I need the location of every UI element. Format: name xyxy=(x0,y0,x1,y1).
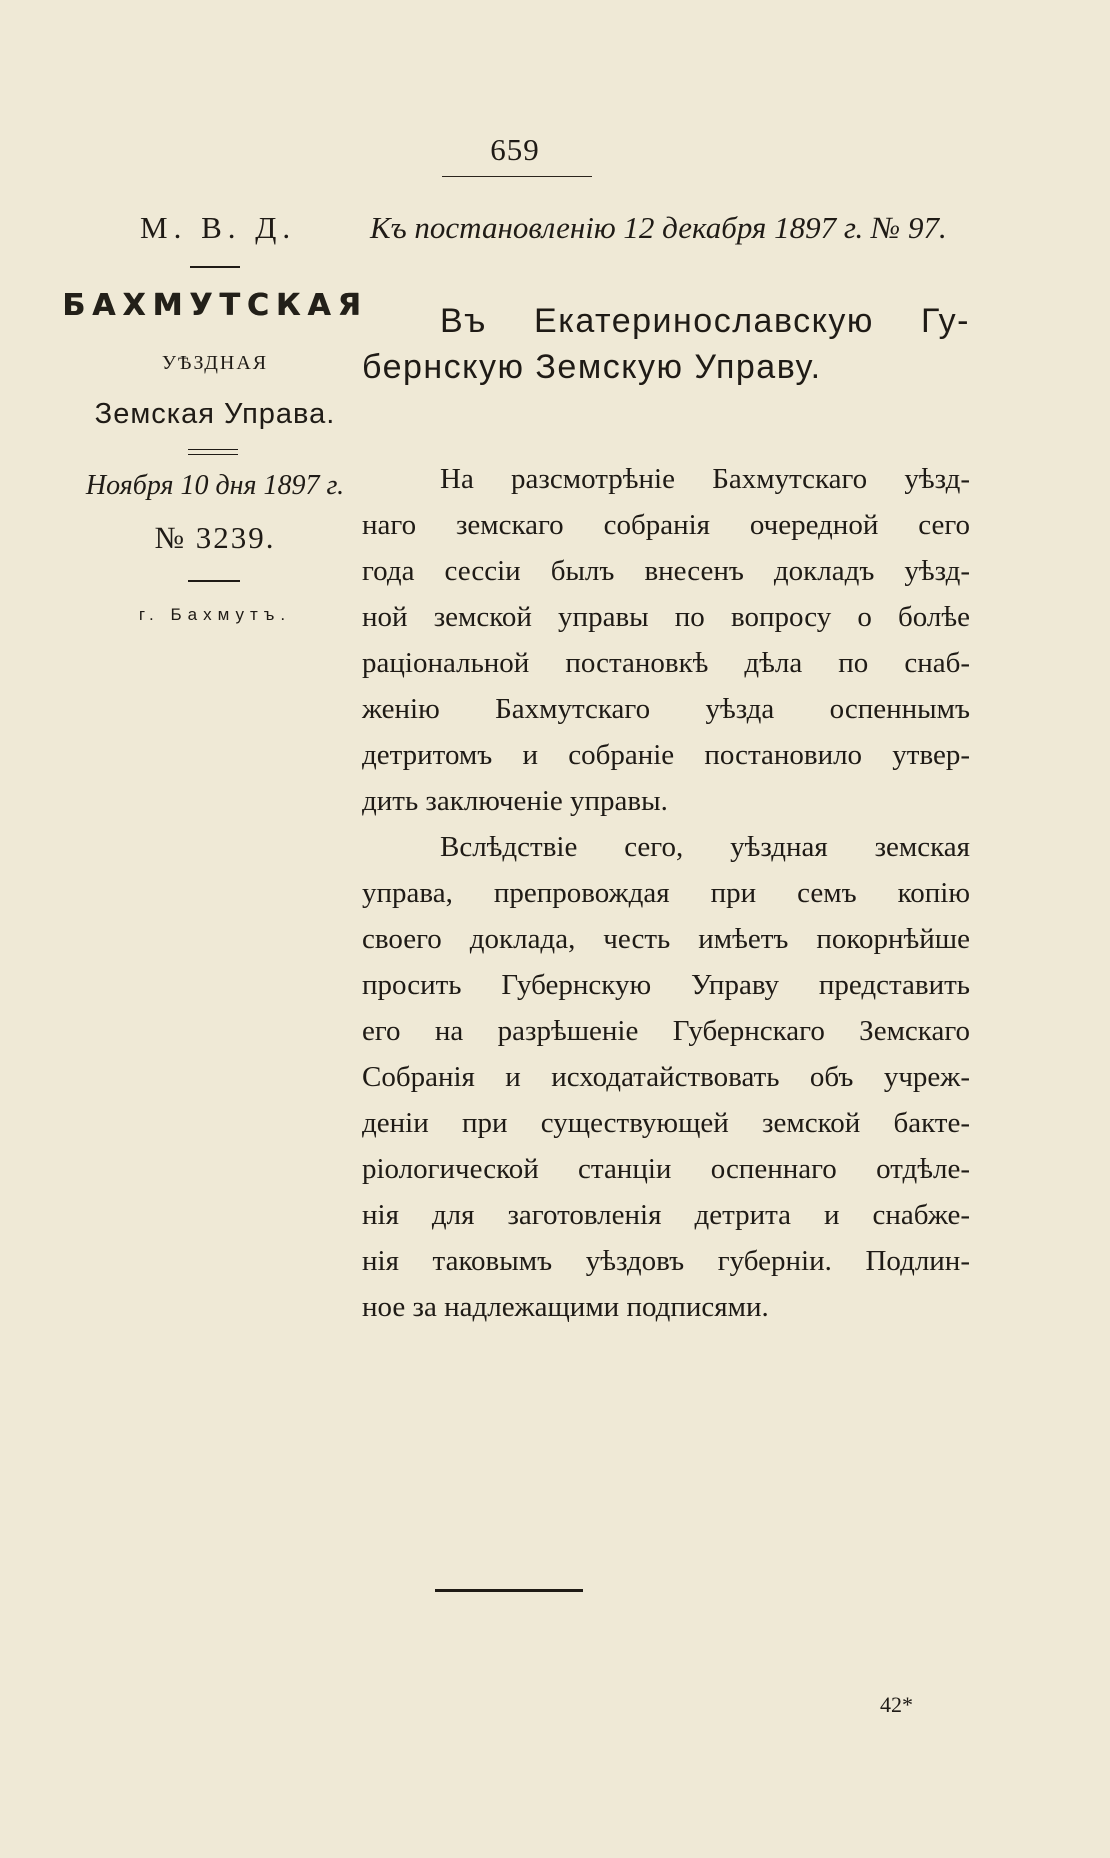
sender-top-rule xyxy=(190,266,240,268)
resolution-reference: Къ постановленію 12 декабря 1897 г. № 97. xyxy=(370,210,947,245)
text-line: детритомъ и собраніе постановило утвер- xyxy=(362,739,970,771)
sender-number-rule xyxy=(188,580,240,582)
ministry-abbreviation: М. В. Д. xyxy=(140,210,297,245)
addressee xyxy=(362,298,970,390)
text-line: женію Бахмутскаго уѣзда оспеннымъ xyxy=(362,693,970,725)
signature-mark: 42* xyxy=(880,1692,913,1717)
page-number-rule xyxy=(442,176,592,177)
text-line: нія таковымъ уѣздовъ губерніи. Подлин- xyxy=(362,1245,970,1277)
text-line: дить заключеніе управы. xyxy=(362,785,668,817)
text-line: ной земской управы по вопросу о болѣе xyxy=(362,601,970,633)
outgoing-number: № 3239. xyxy=(154,520,276,555)
addressee-line: бернскую Земскую Управу. xyxy=(362,348,822,386)
text-line: ріологической станціи оспеннаго отдѣле- xyxy=(362,1153,970,1185)
letter-body xyxy=(362,456,970,1330)
text-line: раціональной постановкѣ дѣла по снаб- xyxy=(362,647,970,679)
text-line: его на разрѣшеніе Губернскаго Земскаго xyxy=(362,1015,970,1047)
text-line: просить Губернскую Управу представить xyxy=(362,969,970,1001)
text-line: Вслѣдствіе сего, уѣздная земская xyxy=(440,831,970,863)
closing-rule xyxy=(435,1589,583,1592)
text-line: нія для заготовленія детрита и снабже- xyxy=(362,1199,970,1231)
sender-city: г. Бахмутъ. xyxy=(138,605,292,624)
addressee-line: Въ Екатеринославскую Гу- xyxy=(440,302,970,340)
sender-double-rule xyxy=(188,449,238,455)
text-line: своего доклада, честь имѣетъ покорнѣйше xyxy=(362,923,970,955)
board-title: Земская Управа. xyxy=(94,398,336,430)
page-number: 659 xyxy=(490,132,540,167)
text-line: ное за надлежащими подписями. xyxy=(362,1291,769,1323)
text-line: деніи при существующей земской бакте- xyxy=(362,1107,970,1139)
board-type: УѢЗДНАЯ xyxy=(161,352,269,374)
text-line: управа, препровождая при семъ копію xyxy=(362,877,970,909)
text-line: наго земскаго собранія очередной сего xyxy=(362,509,970,541)
paragraph-2 xyxy=(362,824,970,1330)
text-line: На разсмотрѣніе Бахмутскаго уѣзд- xyxy=(440,463,970,495)
text-line: Собранія и исходатайствовать объ учреж- xyxy=(362,1061,970,1093)
board-name: БАХМУТСКАЯ xyxy=(62,288,368,323)
letter-date: Ноября 10 дня 1897 г. xyxy=(85,470,345,501)
paragraph-1 xyxy=(362,456,970,824)
text-line: года сессіи былъ внесенъ докладъ уѣзд- xyxy=(362,555,970,587)
